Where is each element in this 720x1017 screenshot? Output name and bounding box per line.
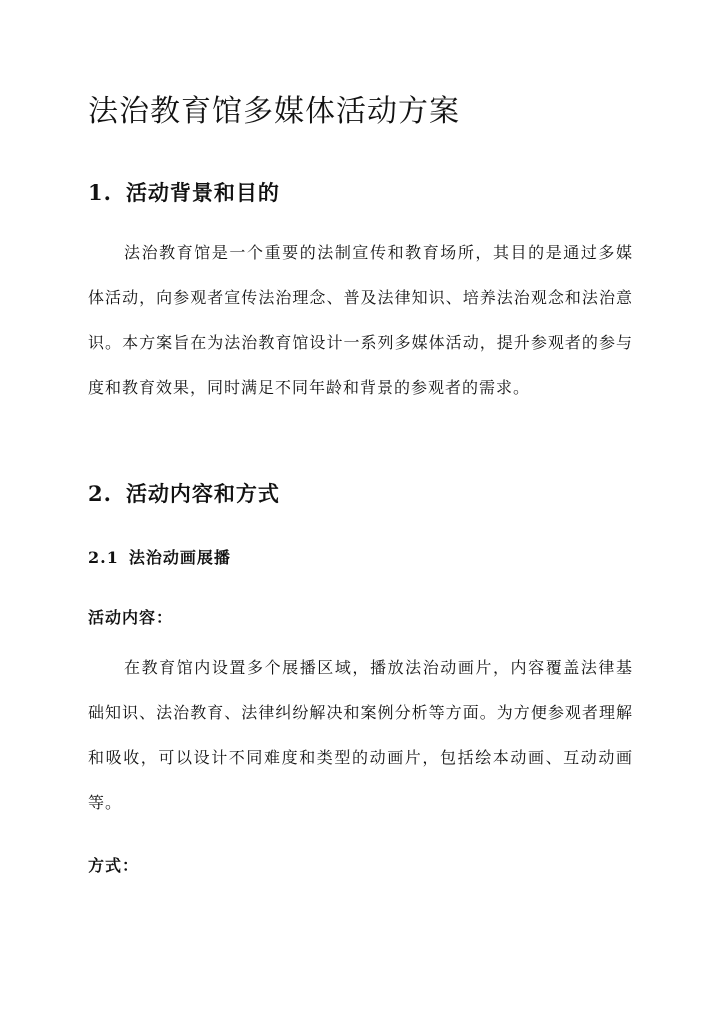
- section-number: 2.: [88, 481, 112, 506]
- section-title: 活动背景和目的: [125, 180, 280, 205]
- section-heading: [88, 478, 280, 508]
- section-title: 活动内容和方式: [125, 481, 280, 506]
- section-number: 1.: [88, 180, 112, 205]
- content-label: 活动内容：: [88, 608, 174, 627]
- subsection-heading: [88, 545, 231, 568]
- document-title: 法治教育馆多媒体活动方案: [88, 94, 460, 129]
- subsection-number: 2.1: [88, 548, 119, 567]
- section-heading: [88, 177, 280, 207]
- method-label: 方式：: [88, 856, 140, 875]
- section-paragraph: 法治教育馆是一个重要的法制宣传和教育场所，其目的是通过多媒体活动，向参观者宣传法治理念、普及法律知识、培养法治观念和法治意识。本方案旨在为法治教育馆设计一系列多媒体活动，提升参观者的参与度和教育效果，同时满足不同年龄和背景的参观者的需求。: [88, 243, 633, 397]
- content-paragraph: 在教育馆内设置多个展播区域，播放法治动画片，内容覆盖法律基础知识、法治教育、法律纠纷解决和案例分析等方面。为方便参观者理解和吸收，可以设计不同难度和类型的动画片，包括绘本动画、互动动画等。: [88, 658, 633, 812]
- subsection-title: 法治动画展播: [128, 548, 231, 567]
